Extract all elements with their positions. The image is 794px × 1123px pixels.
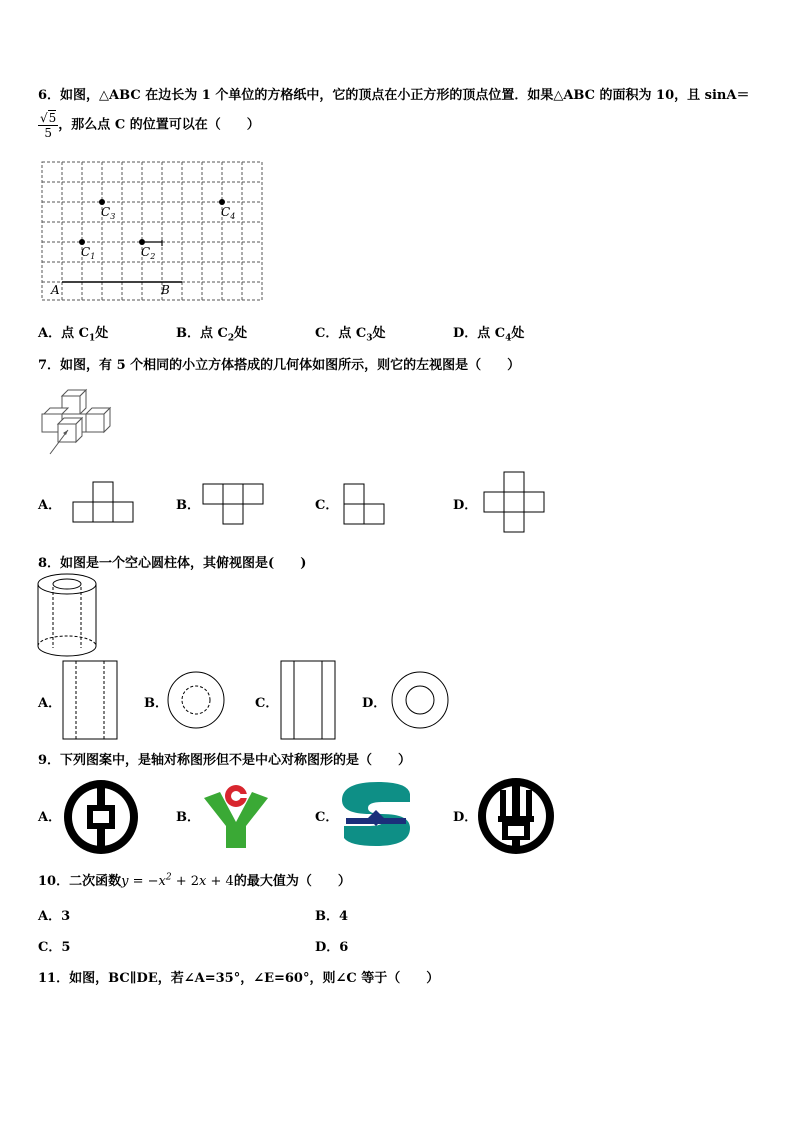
q8-option-d[interactable]: D． bbox=[362, 696, 387, 711]
q6-option-c[interactable]: C．点 $C_3$处 bbox=[315, 326, 386, 344]
q6-grid-figure bbox=[40, 160, 266, 305]
q8-option-b[interactable]: B． bbox=[144, 696, 168, 711]
label-c3: $C_3$ bbox=[101, 205, 116, 221]
q7-option-c-figure[interactable] bbox=[343, 483, 385, 525]
q9-option-c-s-logo-icon[interactable] bbox=[336, 780, 416, 848]
q6-option-a[interactable]: A．点 $C_1$处 bbox=[38, 326, 109, 344]
q7-option-c[interactable]: C． bbox=[315, 498, 339, 513]
label-c4: $C_4$ bbox=[221, 205, 236, 221]
label-c2: $C_2$ bbox=[141, 245, 156, 261]
q7-option-b-figure[interactable] bbox=[202, 483, 264, 525]
label-a: A bbox=[51, 283, 60, 297]
q6-option-b[interactable]: B．点 $C_2$处 bbox=[176, 326, 248, 344]
q7-option-a[interactable]: A． bbox=[38, 498, 62, 513]
q8-option-c-figure[interactable] bbox=[280, 660, 336, 740]
q10-option-a[interactable]: A．3 bbox=[38, 909, 71, 924]
q10-option-c[interactable]: C．5 bbox=[38, 940, 71, 955]
q10-stem: 10．二次函数$y = -x^2 + 2x + 4$的最大值为（ ） bbox=[38, 872, 351, 889]
q7-cubes-figure bbox=[38, 384, 113, 456]
q10-option-d[interactable]: D．6 bbox=[315, 940, 349, 955]
q9-option-c[interactable]: C． bbox=[315, 810, 339, 825]
q6-fraction: $\frac{√5}{5}$ bbox=[40, 111, 57, 140]
q8-option-a[interactable]: A． bbox=[38, 696, 62, 711]
q7-stem: 7．如图，有 5 个相同的小立方体搭成的几何体如图所示，则它的左视图是（ ） bbox=[38, 358, 521, 373]
q10-formula: $y = -x^2 + 2x + 4$ bbox=[121, 872, 234, 889]
label-b: B bbox=[161, 283, 170, 297]
q10-option-b[interactable]: B．4 bbox=[315, 909, 349, 924]
q9-option-d-agri-bank-logo-icon[interactable] bbox=[476, 776, 556, 856]
q9-option-b-bank-logo-icon[interactable] bbox=[200, 778, 272, 850]
q9-option-a-coin-logo-icon[interactable] bbox=[62, 778, 140, 856]
q7-option-b[interactable]: B． bbox=[176, 498, 200, 513]
q8-option-b-figure[interactable] bbox=[166, 670, 226, 730]
label-c1: $C_1$ bbox=[81, 245, 96, 261]
q8-option-d-figure[interactable] bbox=[390, 670, 450, 730]
q6-stem-line1: 6．如图，△ABC 在边长为 1 个单位的方格纸中，它的顶点在小正方形的顶点位置．如果△ABC 的面积为 10，且 sinA＝ bbox=[38, 88, 750, 103]
q9-option-a[interactable]: A． bbox=[38, 810, 62, 825]
q11-stem: 11．如图，BC∥DE，若∠A=35°，∠E=60°，则∠C 等于（ ） bbox=[38, 971, 440, 986]
q8-hollow-cylinder-figure bbox=[36, 572, 98, 660]
q8-stem: 8．如图是一个空心圆柱体，其俯视图是( ) bbox=[38, 556, 307, 571]
q7-option-d-figure[interactable] bbox=[483, 471, 545, 533]
q9-option-d[interactable]: D． bbox=[453, 810, 478, 825]
q8-option-c[interactable]: C． bbox=[255, 696, 279, 711]
q6-stem-line2: $\frac{√5}{5}$ ，那么点 C 的位置可以在（ ） bbox=[40, 111, 260, 140]
q7-option-a-figure[interactable] bbox=[72, 481, 134, 523]
q8-option-a-figure[interactable] bbox=[62, 660, 118, 740]
q7-option-d[interactable]: D． bbox=[453, 498, 478, 513]
q9-option-b[interactable]: B． bbox=[176, 810, 200, 825]
q6-option-d[interactable]: D．点 $C_4$处 bbox=[453, 326, 525, 344]
q9-stem: 9．下列图案中，是轴对称图形但不是中心对称图形的是（ ） bbox=[38, 753, 412, 768]
